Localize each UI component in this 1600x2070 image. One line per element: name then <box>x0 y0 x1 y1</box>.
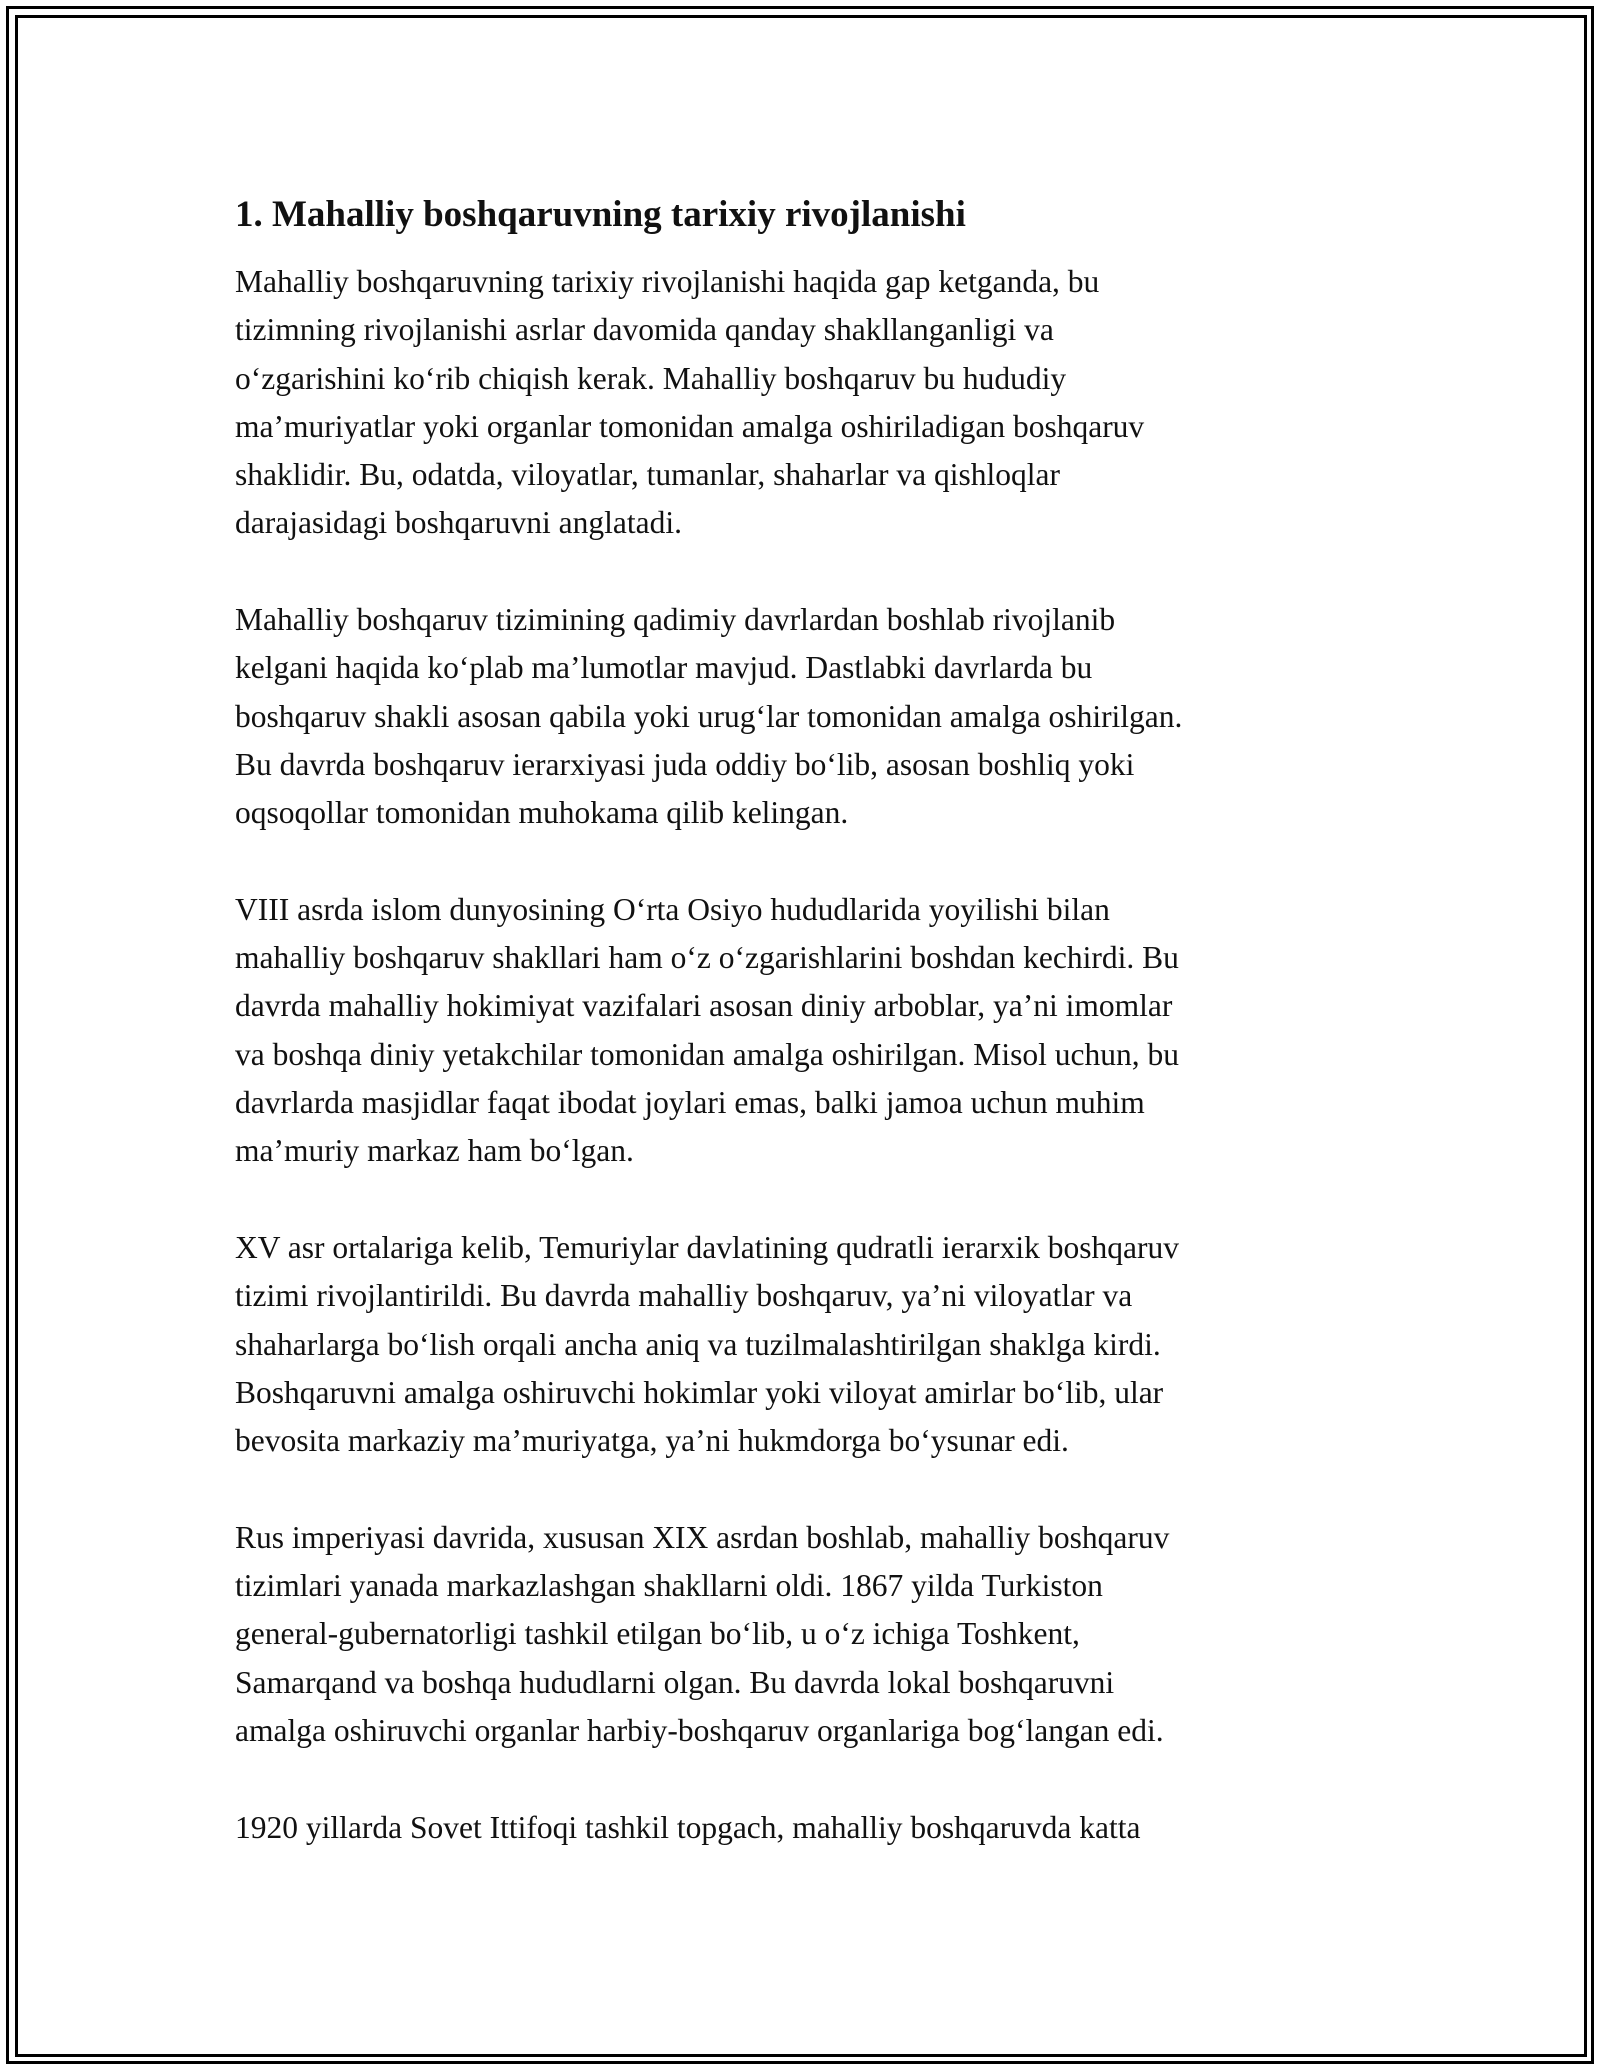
paragraph-islamic-period <box>235 886 1365 1176</box>
text-line: 1920 yillarda Sovet Ittifoqi tashkil topgach, mahalliy boshqaruvda katta <box>235 1809 1141 1845</box>
paragraph-timurid-period <box>235 1224 1365 1465</box>
text-line: mahalliy boshqaruv shakllari ham o‘z o‘zgarishlarini boshdan kechirdi. Bu <box>235 940 1179 976</box>
paragraph-soviet-period <box>235 1804 1365 1852</box>
text-line: shaklidir. Bu, odatda, viloyatlar, tumanlar, shaharlar va qishloqlar <box>235 457 1061 493</box>
text-line: Mahalliy boshqaruvning tarixiy rivojlanishi haqida gap ketganda, bu <box>235 264 1100 299</box>
text-line: amalga oshiruvchi organlar harbiy-boshqaruv organlariga bog‘langan edi. <box>235 1712 1164 1748</box>
paragraph-russian-empire <box>235 1514 1365 1755</box>
text-line: ma’muriyatlar yoki organlar tomonidan amalga oshiriladigan boshqaruv <box>235 408 1145 444</box>
text-line: shaharlarga bo‘lish orqali ancha aniq va tuzilmalashtirilgan shaklga kirdi. <box>235 1326 1161 1362</box>
text-line: Boshqaruvni amalga oshiruvchi hokimlar yoki viloyat amirlar bo‘lib, ular <box>235 1374 1164 1410</box>
text-line: Rus imperiyasi davrida, xususan XIX asrdan boshlab, mahalliy boshqaruv <box>235 1519 1170 1555</box>
section-heading: 1. Mahalliy boshqaruvning tarixiy rivojlanishi <box>235 194 966 235</box>
text-line: VIII asrda islom dunyosining O‘rta Osiyo hududlarida yoyilishi bilan <box>235 891 1110 927</box>
text-line: boshqaruv shakli asosan qabila yoki urug‘lar tomonidan amalga oshirilgan. <box>235 698 1183 734</box>
paragraph-definition <box>235 258 1365 548</box>
text-line: darajasidagi boshqaruvni anglatadi. <box>235 505 682 541</box>
text-line: tizimi rivojlantirildi. Bu davrda mahalliy boshqaruv, ya’ni viloyatlar va <box>235 1278 1133 1314</box>
text-line: Bu davrda boshqaruv ierarxiyasi juda oddiy bo‘lib, asosan boshliq yoki <box>235 746 1135 782</box>
text-line: bevosita markaziy ma’muriyatga, ya’ni hukmdorga bo‘ysunar edi. <box>235 1423 1069 1459</box>
text-line: kelgani haqida ko‘plab ma’lumotlar mavjud. Dastlabki davrlarda bu <box>235 650 1093 686</box>
text-line: o‘zgarishini ko‘rib chiqish kerak. Mahalliy boshqaruv bu hududiy <box>235 360 1067 396</box>
text-line: va boshqa diniy yetakchilar tomonidan amalga oshirilgan. Misol uchun, bu <box>235 1036 1179 1072</box>
text-line: general-gubernatorligi tashkil etilgan bo‘lib, u o‘z ichiga Toshkent, <box>235 1616 1080 1652</box>
text-line: Mahalliy boshqaruv tizimining qadimiy davrlardan boshlab rivojlanib <box>235 602 1116 638</box>
text-line: davrlarda masjidlar faqat ibodat joylari emas, balki jamoa uchun muhim <box>235 1085 1145 1121</box>
text-line: tizimlari yanada markazlashgan shakllarni oldi. 1867 yilda Turkiston <box>235 1568 1103 1604</box>
paragraph-ancient-period <box>235 596 1365 837</box>
text-line: tizimning rivojlanishi asrlar davomida qanday shakllanganligi va <box>235 312 1054 348</box>
text-line: oqsoqollar tomonidan muhokama qilib kelingan. <box>235 795 849 831</box>
text-line: davrda mahalliy hokimiyat vazifalari asosan diniy arboblar, ya’ni imomlar <box>235 988 1173 1024</box>
document-body <box>235 186 1365 1900</box>
text-line: Samarqand va boshqa hududlarni olgan. Bu davrda lokal boshqaruvni <box>235 1664 1115 1700</box>
text-line: XV asr ortalariga kelib, Temuriylar davlatining qudratli ierarxik boshqaruv <box>235 1229 1179 1265</box>
text-line: ma’muriy markaz ham bo‘lgan. <box>235 1133 634 1169</box>
